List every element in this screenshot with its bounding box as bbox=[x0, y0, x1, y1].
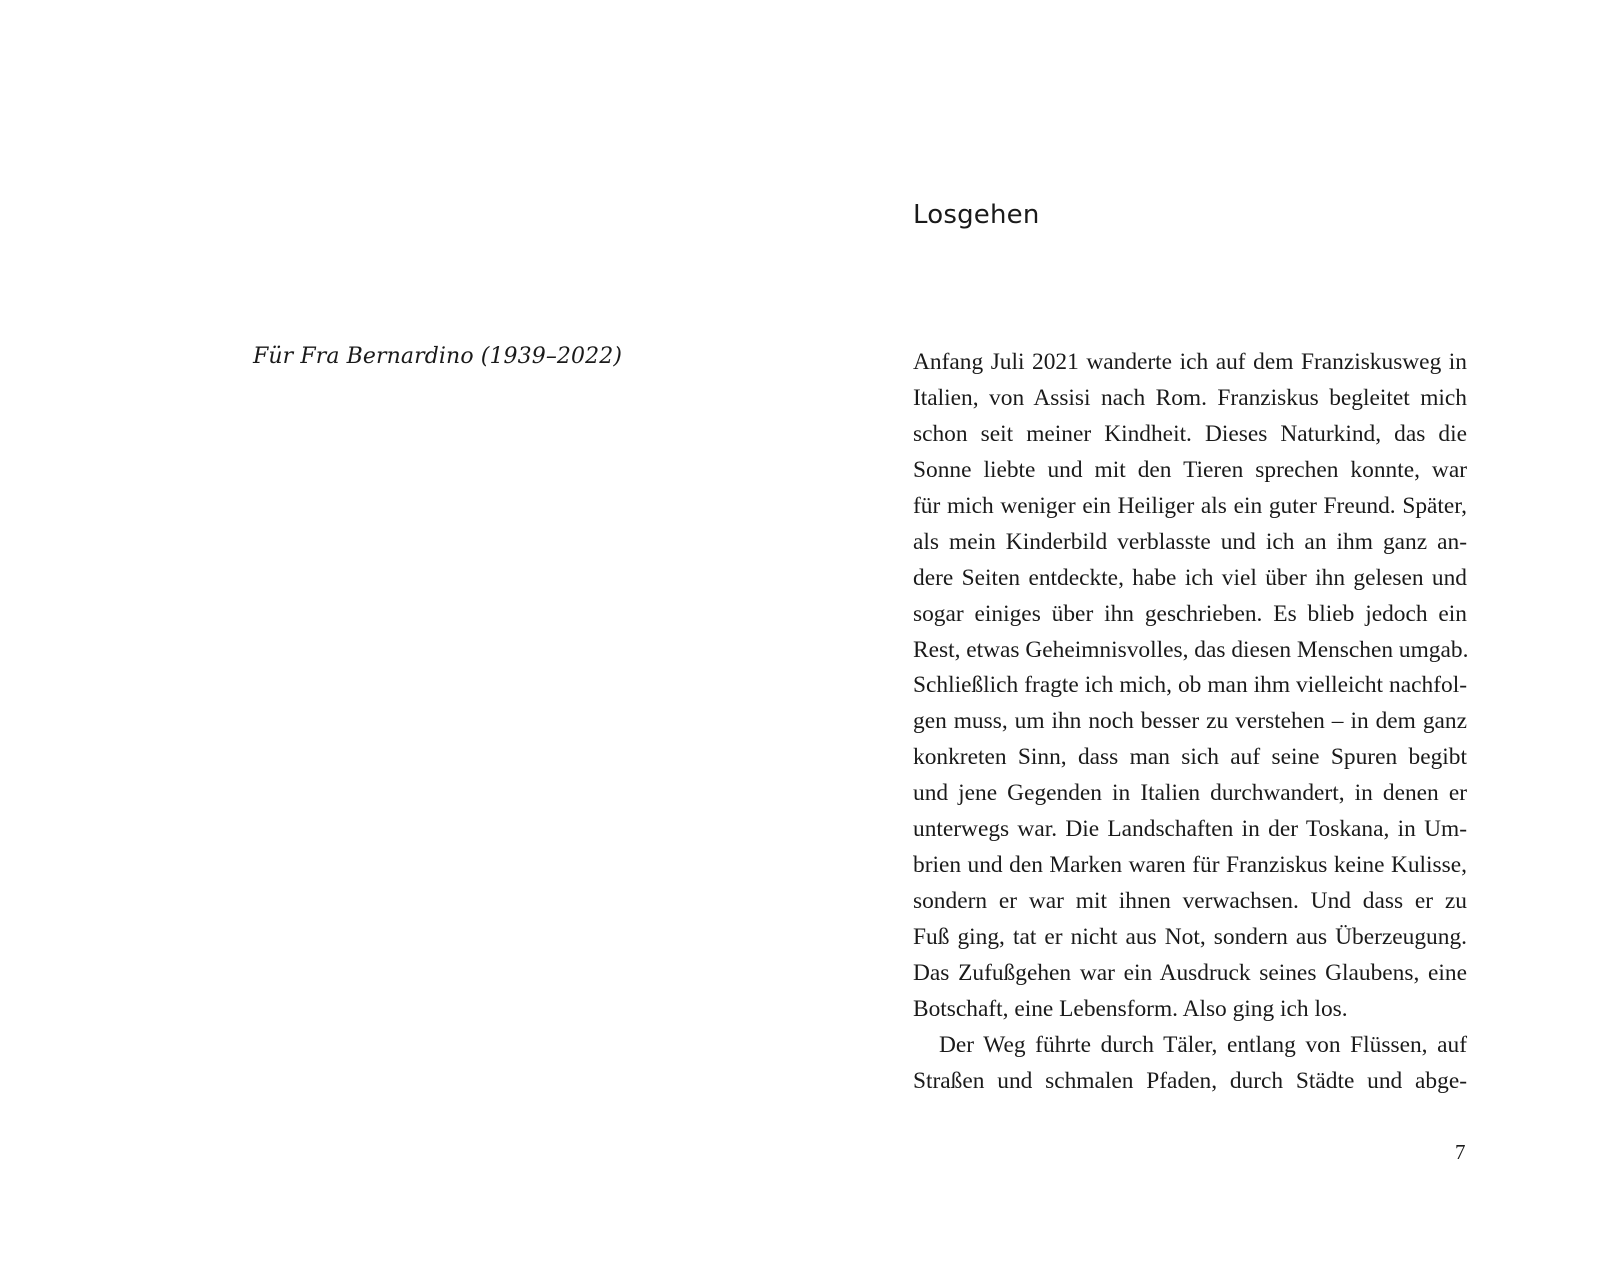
text-line: konkreten Sinn, dass man sich auf seine Spuren begibt bbox=[913, 744, 1467, 771]
text-line: brien und den Marken waren für Franziskus keine Kulisse, bbox=[913, 852, 1467, 879]
right-page bbox=[800, 0, 1600, 1274]
text-line: Botschaft, eine Lebensform. Also ging ich los. bbox=[913, 995, 1348, 1022]
text-line: Rest, etwas Geheimnisvolles, das diesen Menschen umgab. bbox=[913, 636, 1469, 663]
text-line: Italien, von Assisi nach Rom. Franziskus begleitet mich bbox=[913, 384, 1467, 411]
page-number: 7 bbox=[1455, 1140, 1466, 1164]
text-line: Straßen und schmalen Pfaden, durch Städte und abge- bbox=[913, 1067, 1467, 1094]
text-line: Anfang Juli 2021 wanderte ich auf dem Franziskusweg in bbox=[913, 349, 1467, 375]
text-line: und jene Gegenden in Italien durchwandert, in denen er bbox=[913, 780, 1467, 807]
text-line: gen muss, um ihn noch besser zu verstehen – in dem ganz bbox=[913, 708, 1467, 735]
text-line: Das Zufußgehen war ein Ausdruck seines Glaubens, eine bbox=[913, 959, 1467, 986]
text-line: Sonne liebte und mit den Tieren sprechen konnte, war bbox=[913, 456, 1467, 483]
dedication: Für Fra Bernardino (1939–2022) bbox=[253, 344, 623, 369]
chapter-title: Losgehen bbox=[913, 200, 1040, 230]
text-line: Schließlich fragte ich mich, ob man ihm vielleicht nachfol- bbox=[913, 672, 1467, 699]
text-line: Fuß ging, tat er nicht aus Not, sondern aus Überzeugung. bbox=[913, 924, 1467, 950]
text-line: schon seit meiner Kindheit. Dieses Naturkind, das die bbox=[913, 420, 1467, 447]
text-line: unterwegs war. Die Landschaften in der Toskana, in Um- bbox=[913, 816, 1467, 843]
text-line: als mein Kinderbild verblasste und ich an ihm ganz an- bbox=[913, 528, 1467, 555]
body-text bbox=[913, 345, 1467, 1100]
text-line: Der Weg führte durch Täler, entlang von Flüssen, auf bbox=[939, 1031, 1467, 1058]
paragraph-1 bbox=[913, 345, 1467, 1028]
text-line: dere Seiten entdeckte, habe ich viel über ihn gelesen und bbox=[913, 564, 1467, 591]
text-line: sondern er war mit ihnen verwachsen. Und dass er zu bbox=[913, 888, 1467, 915]
text-line: für mich weniger ein Heiliger als ein guter Freund. Später, bbox=[913, 492, 1467, 519]
paragraph-2 bbox=[913, 1028, 1467, 1100]
text-line: sogar einiges über ihn geschrieben. Es blieb jedoch ein bbox=[913, 600, 1467, 627]
